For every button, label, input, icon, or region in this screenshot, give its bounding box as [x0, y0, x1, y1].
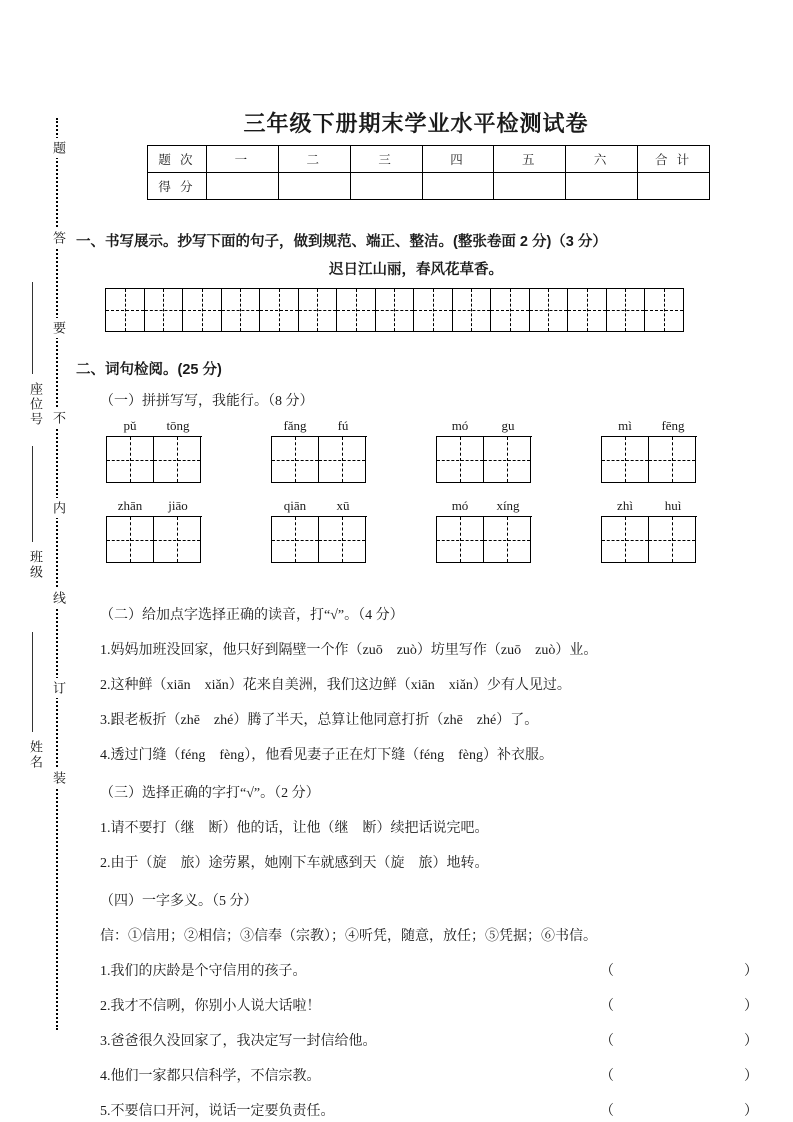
seal-char-4: 内	[49, 498, 68, 518]
pinyin-syllable: mó	[451, 418, 469, 433]
handwriting-cell[interactable]	[337, 289, 376, 332]
pinyin-answer-cell[interactable]	[437, 517, 484, 563]
list-item: 4.他们一家都只信科学，不信宗教。	[100, 1069, 321, 1084]
pinyin-answer-cell[interactable]	[649, 517, 696, 563]
seal-char-7: 装	[49, 768, 68, 788]
field-rule-class[interactable]	[32, 446, 33, 542]
handwriting-cell[interactable]	[453, 289, 492, 332]
section-2-part-4-heading: （四）一字多义。（5 分）	[100, 894, 258, 909]
seal-char-2: 要	[49, 318, 68, 338]
handwriting-cell[interactable]	[145, 289, 184, 332]
pinyin-answer-boxes[interactable]	[271, 516, 367, 563]
score-cell-5[interactable]	[566, 173, 638, 200]
pinyin-syllables	[436, 418, 532, 434]
score-table-col-3: 四	[422, 146, 494, 173]
pinyin-syllable: xíng	[496, 498, 520, 513]
pinyin-syllable: zhì	[617, 498, 633, 513]
pinyin-word-group[interactable]	[106, 498, 202, 563]
pinyin-syllables	[106, 418, 202, 434]
section-2-part-2-heading: （二）给加点字选择正确的读音，打“√”。（4 分）	[100, 608, 404, 623]
pinyin-answer-cell[interactable]	[272, 517, 319, 563]
pinyin-syllable: fú	[337, 418, 349, 433]
pinyin-syllable: fǎng	[283, 418, 307, 433]
pinyin-answer-boxes[interactable]	[106, 516, 202, 563]
pinyin-answer-boxes[interactable]	[601, 436, 697, 483]
section-1-heading: 一、书写展示。抄写下面的句子，做到规范、端正、整洁。(整张卷面 2 分)（3 分）	[76, 234, 607, 250]
handwriting-cell[interactable]	[106, 289, 145, 332]
pinyin-answer-boxes[interactable]	[601, 516, 697, 563]
pinyin-answer-cell[interactable]	[484, 517, 531, 563]
pinyin-syllables	[271, 418, 367, 434]
field-rule-name[interactable]	[32, 632, 33, 732]
handwriting-cell[interactable]	[299, 289, 338, 332]
pinyin-syllables	[271, 498, 367, 514]
list-item: 2.我才不信咧，你别小人说大话啦！	[100, 999, 321, 1014]
seal-char-3: 不	[49, 408, 68, 428]
pinyin-answer-cell[interactable]	[602, 517, 649, 563]
pinyin-answer-cell[interactable]	[319, 517, 366, 563]
score-table-col-6: 合 计	[638, 146, 710, 173]
answer-blank[interactable]: （ ）	[600, 1104, 792, 1119]
pinyin-answer-boxes[interactable]	[436, 516, 532, 563]
seal-margin	[0, 0, 96, 1122]
handwriting-cell[interactable]	[645, 289, 684, 332]
pinyin-answer-cell[interactable]	[649, 437, 696, 483]
pinyin-syllable: fēng	[661, 418, 685, 433]
list-item: 2.这种鲜（xiān xiǎn）花来自美洲，我们这边鲜（xiān xiǎn）少有人见过。	[100, 678, 571, 693]
pinyin-word-group[interactable]	[106, 418, 202, 483]
answer-blank[interactable]: （ ）	[600, 964, 792, 979]
pinyin-syllable: mì	[618, 418, 632, 433]
table-row-score	[148, 173, 710, 200]
handwriting-cell[interactable]	[414, 289, 453, 332]
table-row-question-number	[148, 146, 710, 173]
answer-blank[interactable]: （ ）	[600, 1069, 792, 1084]
pinyin-syllables	[106, 498, 202, 514]
pinyin-word-group[interactable]	[271, 418, 367, 483]
pinyin-answer-cell[interactable]	[319, 437, 366, 483]
pinyin-answer-cell[interactable]	[437, 437, 484, 483]
pinyin-answer-cell[interactable]	[272, 437, 319, 483]
pinyin-answer-boxes[interactable]	[271, 436, 367, 483]
list-item: 3.跟老板折（zhē zhé）腾了半天，总算让他同意打折（zhē zhé）了。	[100, 713, 539, 728]
pinyin-syllable: tōng	[166, 418, 190, 433]
answer-blank[interactable]: （ ）	[600, 1034, 792, 1049]
field-rule-seat-number[interactable]	[32, 282, 33, 374]
handwriting-cell[interactable]	[222, 289, 261, 332]
score-table-col-4: 五	[494, 146, 566, 173]
pinyin-syllable: gu	[501, 418, 515, 433]
score-cell-6[interactable]	[638, 173, 710, 200]
score-table-col-2: 三	[350, 146, 422, 173]
pinyin-syllable: huì	[664, 498, 682, 513]
score-table-row-label-1: 得 分	[148, 173, 207, 200]
section-2-part-1-heading: （一）拼拼写写，我能行。（8 分）	[100, 394, 314, 409]
handwriting-cell[interactable]	[568, 289, 607, 332]
pinyin-syllable: jiāo	[168, 498, 188, 513]
score-table-col-1: 二	[278, 146, 350, 173]
pinyin-word-group[interactable]	[271, 498, 367, 563]
seal-char-6: 订	[49, 678, 68, 698]
pinyin-syllables	[436, 498, 532, 514]
pinyin-answer-cell[interactable]	[154, 517, 201, 563]
field-label-seat-number: 座位号	[28, 382, 43, 427]
pinyin-word-group[interactable]	[436, 498, 532, 563]
list-item: 5.不要信口开河，说话一定要负责任。	[100, 1104, 335, 1119]
handwriting-cell[interactable]	[491, 289, 530, 332]
handwriting-cell[interactable]	[183, 289, 222, 332]
score-cell-3[interactable]	[422, 173, 494, 200]
handwriting-cell[interactable]	[530, 289, 569, 332]
handwriting-cell[interactable]	[376, 289, 415, 332]
score-table-row-label-0: 题 次	[148, 146, 207, 173]
pinyin-word-group[interactable]	[601, 418, 697, 483]
list-item: 1.请不要打（继 断）他的话，让他（继 断）续把话说完吧。	[100, 821, 489, 836]
score-cell-2[interactable]	[350, 173, 422, 200]
handwriting-cell[interactable]	[260, 289, 299, 332]
section-2-part-3-heading: （三）选择正确的字打“√”。（2 分）	[100, 786, 320, 801]
handwriting-grid[interactable]	[105, 288, 684, 332]
score-table	[147, 145, 710, 200]
seal-char-1: 答	[49, 228, 68, 248]
list-item: 3.爸爸很久没回家了，我决定写一封信给他。	[100, 1034, 377, 1049]
list-item: 1.妈妈加班没回家，他只好到隔壁一个作（zuō zuò）坊里写作（zuō zuò）业。	[100, 643, 598, 658]
handwriting-cell[interactable]	[607, 289, 646, 332]
list-item: 1.我们的庆龄是个守信用的孩子。	[100, 964, 307, 979]
pinyin-answer-cell[interactable]	[107, 437, 154, 483]
pinyin-answer-cell[interactable]	[107, 517, 154, 563]
field-label-name: 姓名	[28, 740, 43, 770]
seal-dotted-line	[56, 118, 58, 1030]
section-2-heading: 二、词句检阅。(25 分)	[76, 362, 222, 378]
pinyin-answer-cell[interactable]	[484, 437, 531, 483]
page-title: 三年级下册期末学业水平检测试卷	[243, 110, 589, 136]
seal-char-0: 题	[49, 138, 68, 158]
pinyin-word-group[interactable]	[436, 418, 532, 483]
pinyin-syllable: qiān	[283, 498, 307, 513]
pinyin-syllable: xū	[336, 498, 350, 513]
pinyin-syllables	[601, 418, 697, 434]
list-item: 4.透过门缝（féng fèng），他看见妻子正在灯下缝（féng fèng）补衣服。	[100, 748, 554, 763]
section-1-sentence: 迟日江山丽，春风花草香。	[329, 262, 503, 278]
list-item: 2.由于（旋 旅）途劳累，她刚下车就感到天（旋 旅）地转。	[100, 856, 489, 871]
pinyin-answer-cell[interactable]	[602, 437, 649, 483]
answer-blank[interactable]: （ ）	[600, 999, 792, 1014]
seal-char-5: 线	[49, 588, 68, 608]
score-table-col-0: 一	[207, 146, 279, 173]
pinyin-answer-cell[interactable]	[154, 437, 201, 483]
character-definitions: 信：①信用；②相信；③信奉（宗教）；④听凭，随意，放任；⑤凭据；⑥书信。	[100, 929, 597, 944]
score-cell-0[interactable]	[207, 173, 279, 200]
field-label-class: 班级	[28, 550, 43, 580]
pinyin-syllables	[601, 498, 697, 514]
score-cell-4[interactable]	[494, 173, 566, 200]
pinyin-answer-boxes[interactable]	[436, 436, 532, 483]
pinyin-answer-boxes[interactable]	[106, 436, 202, 483]
pinyin-word-group[interactable]	[601, 498, 697, 563]
pinyin-syllable: zhān	[117, 498, 143, 513]
pinyin-syllable: mó	[451, 498, 469, 513]
pinyin-syllable: pǔ	[123, 418, 137, 433]
score-table-col-5: 六	[566, 146, 638, 173]
score-cell-1[interactable]	[278, 173, 350, 200]
exam-paper	[76, 0, 793, 1122]
